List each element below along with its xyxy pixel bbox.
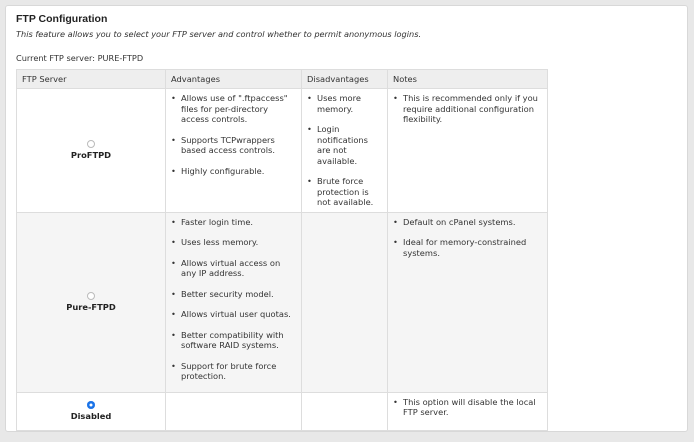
disadvantages-item: • Brute force protection is not available. (307, 176, 382, 208)
advantages-item: • Allows virtual access on any IP address. (171, 258, 296, 279)
current-server: Current FTP server: PURE-FTPD (16, 53, 144, 63)
advantages-item: • Allows virtual user quotas. (171, 309, 296, 320)
server-cell (17, 89, 166, 213)
notes-cell (388, 392, 548, 430)
advantages-item: • Highly configurable. (171, 166, 296, 177)
header-disadvantages: Disadvantages (302, 70, 388, 89)
server-radio[interactable] (87, 292, 95, 300)
server-name: Pure-FTPD (66, 301, 116, 312)
header-advantages: Advantages (166, 70, 302, 89)
disadvantages-cell (302, 392, 388, 430)
header-ftp-server: FTP Server (17, 70, 166, 89)
advantages-item: • Better compatibility with software RAID systems. (171, 330, 296, 351)
disadvantages-cell (302, 89, 388, 213)
table-row (17, 212, 548, 392)
notes-item: • Default on cPanel systems. (393, 217, 542, 228)
advantages-item: • Supports TCPwrappers based access controls. (171, 135, 296, 156)
advantages-item: • Better security model. (171, 289, 296, 300)
server-name: Disabled (70, 410, 112, 421)
advantages-cell (166, 89, 302, 213)
server-radio[interactable] (87, 140, 95, 148)
disadvantages-cell (302, 212, 388, 392)
page-title: FTP Configuration (16, 13, 108, 25)
advantages-cell (166, 212, 302, 392)
server-cell (17, 392, 166, 430)
server-radio[interactable] (87, 401, 95, 409)
notes-cell (388, 89, 548, 213)
notes-item: • This option will disable the local FTP server. (393, 397, 542, 418)
notes-item: • Ideal for memory-constrained systems. (393, 237, 542, 258)
advantages-item: • Support for brute force protection. (171, 361, 296, 382)
advantages-item: • Allows use of ".ftpaccess" files for per-directory access controls. (171, 93, 296, 125)
server-cell (17, 212, 166, 392)
notes-item: • This is recommended only if you require additional configuration flexibility. (393, 93, 542, 125)
description: This feature allows you to select your FTP server and control whether to permit anonymous logins. (16, 29, 422, 39)
disadvantages-item: • Login notifications are not available. (307, 124, 382, 166)
disadvantages-item: • Uses more memory. (307, 93, 382, 114)
ftp-configuration-panel (5, 5, 688, 432)
server-name: ProFTPD (70, 150, 112, 160)
advantages-cell (166, 392, 302, 430)
notes-cell (388, 212, 548, 392)
advantages-item: • Uses less memory. (171, 237, 296, 248)
header-notes: Notes (388, 70, 548, 89)
ftp-server-table (16, 69, 548, 431)
table-row (17, 392, 548, 430)
table-row (17, 89, 548, 213)
advantages-item: • Faster login time. (171, 217, 296, 228)
